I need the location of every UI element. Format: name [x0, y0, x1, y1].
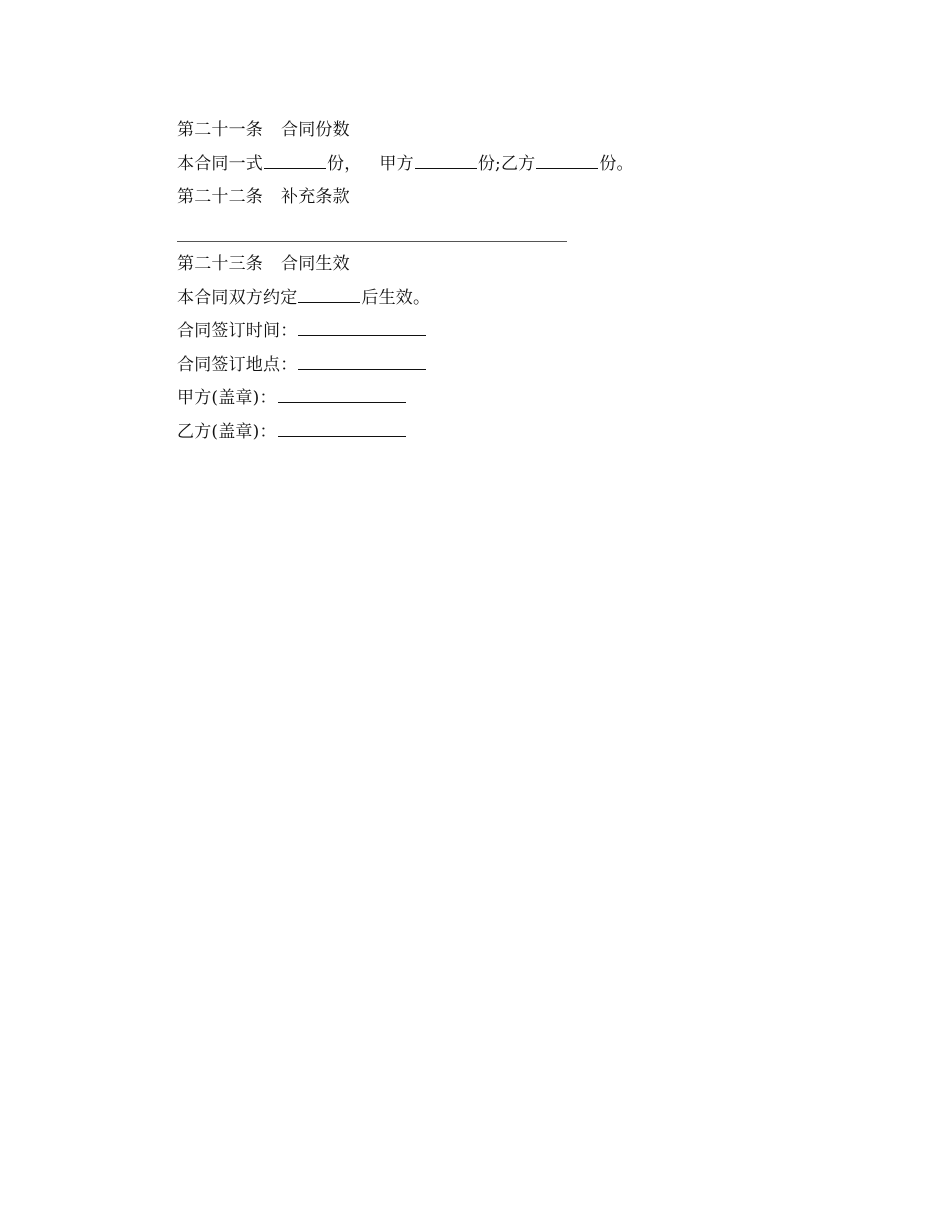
clause-text: 份， [327, 153, 362, 174]
article-title: 合同生效 [281, 254, 350, 274]
article-21-heading [177, 116, 797, 150]
party-b-copies-blank[interactable] [536, 150, 598, 169]
signing-place-row [177, 351, 797, 385]
party-a-seal-blank[interactable] [278, 384, 406, 403]
clause-text: 后生效。 [361, 287, 431, 308]
clause-text: 本合同双方约定 [177, 287, 298, 308]
total-copies-blank[interactable] [264, 150, 326, 169]
article-number: 第二十三条 [177, 254, 263, 274]
party-a-seal-row [177, 384, 797, 418]
article-title: 补充条款 [281, 187, 350, 207]
article-title: 合同份数 [281, 120, 350, 140]
party-a-copies-blank[interactable] [415, 150, 477, 169]
clause-text: 份。 [599, 153, 634, 174]
article-number: 第二十二条 [177, 187, 263, 207]
signing-place-blank[interactable] [298, 351, 426, 370]
clause-text: 份;乙方 [477, 153, 536, 174]
contract-clauses [177, 116, 797, 451]
article-23-heading [177, 250, 797, 284]
field-label: 合同签订地点： [177, 354, 298, 375]
fill-in-rule [177, 241, 567, 242]
field-label: 甲方(盖章)： [177, 388, 277, 408]
supplementary-terms-line[interactable] [177, 217, 797, 251]
article-22-heading [177, 183, 797, 217]
article-21-body [177, 150, 797, 184]
effective-condition-blank[interactable] [298, 284, 360, 303]
article-23-body [177, 284, 797, 318]
clause-text: 甲方 [379, 153, 414, 174]
party-b-seal-blank[interactable] [278, 418, 406, 437]
article-number: 第二十一条 [177, 120, 263, 140]
signing-time-blank[interactable] [298, 317, 426, 336]
field-label: 乙方(盖章)： [177, 421, 277, 442]
clause-text: 本合同一式 [177, 153, 263, 174]
signing-time-row [177, 317, 797, 351]
party-b-seal-row [177, 418, 797, 452]
field-label: 合同签订时间： [177, 321, 298, 341]
